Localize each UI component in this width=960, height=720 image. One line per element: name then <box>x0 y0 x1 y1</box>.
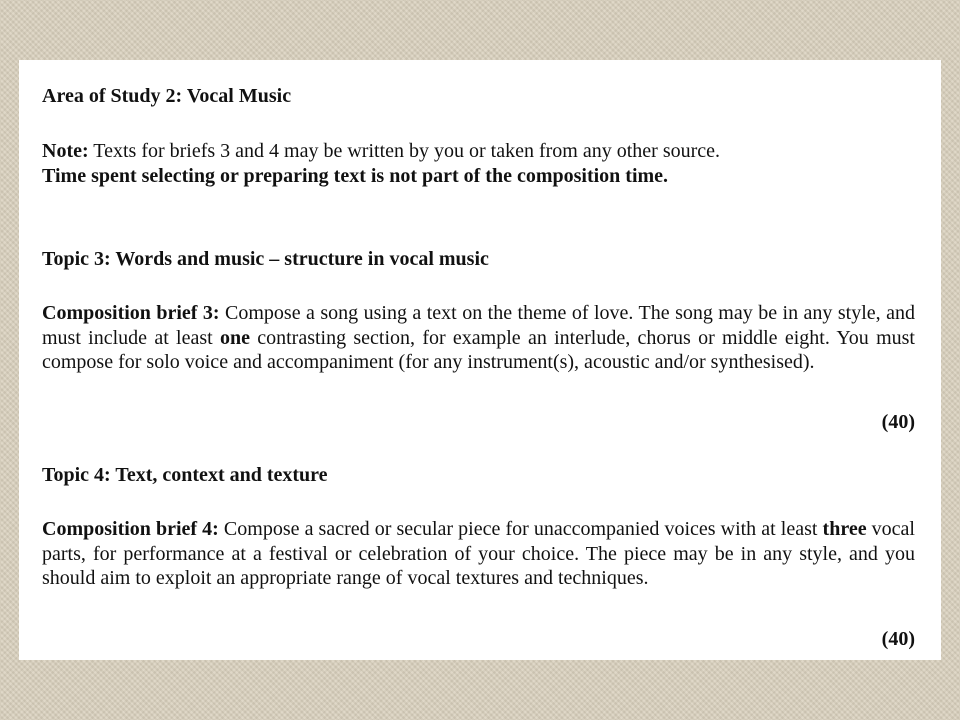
topic4-brief-text-1: Compose a sacred or secular piece for unaccompanied voices with at least <box>218 518 823 540</box>
topic3-marks: (40) <box>881 411 915 433</box>
topic4-heading: Topic 4: Text, context and texture <box>42 464 328 486</box>
topic4-brief <box>42 517 915 591</box>
note-label: Note: <box>42 140 89 162</box>
topic4-brief-text-2: vocal parts, for performance at a festival or celebration of your choice. The piece may be in any style, and you should aim to exploit an appropriate range of vocal textures and techniques. <box>42 518 915 589</box>
note-text: Texts for briefs 3 and 4 may be written by you or taken from any other source. <box>88 140 721 162</box>
area-heading: Area of Study 2: Vocal Music <box>42 85 292 107</box>
topic4-brief-emph: three <box>822 518 867 540</box>
topic3-brief-label: Composition brief 3: <box>42 302 220 324</box>
note-bold-line: Time spent selecting or preparing text is not part of the composition time. <box>42 164 669 187</box>
topic3-brief <box>42 301 915 375</box>
document-page <box>19 60 941 660</box>
topic4-brief-label: Composition brief 4: <box>42 518 219 540</box>
topic3-brief-text-1: Compose a song using a text on the theme of love. The song may be in any style, and must include at least <box>42 302 915 349</box>
note-paragraph <box>42 139 915 188</box>
topic3-brief-text-2: contrasting section, for example an interlude, chorus or middle eight. You must compose for solo voice and accompaniment (for any instrument(s), acoustic and/or synthesised). <box>42 326 915 373</box>
topic3-brief-emph: one <box>219 326 250 349</box>
topic3-heading: Topic 3: Words and music – structure in vocal music <box>42 248 489 270</box>
topic4-marks: (40) <box>881 628 915 650</box>
